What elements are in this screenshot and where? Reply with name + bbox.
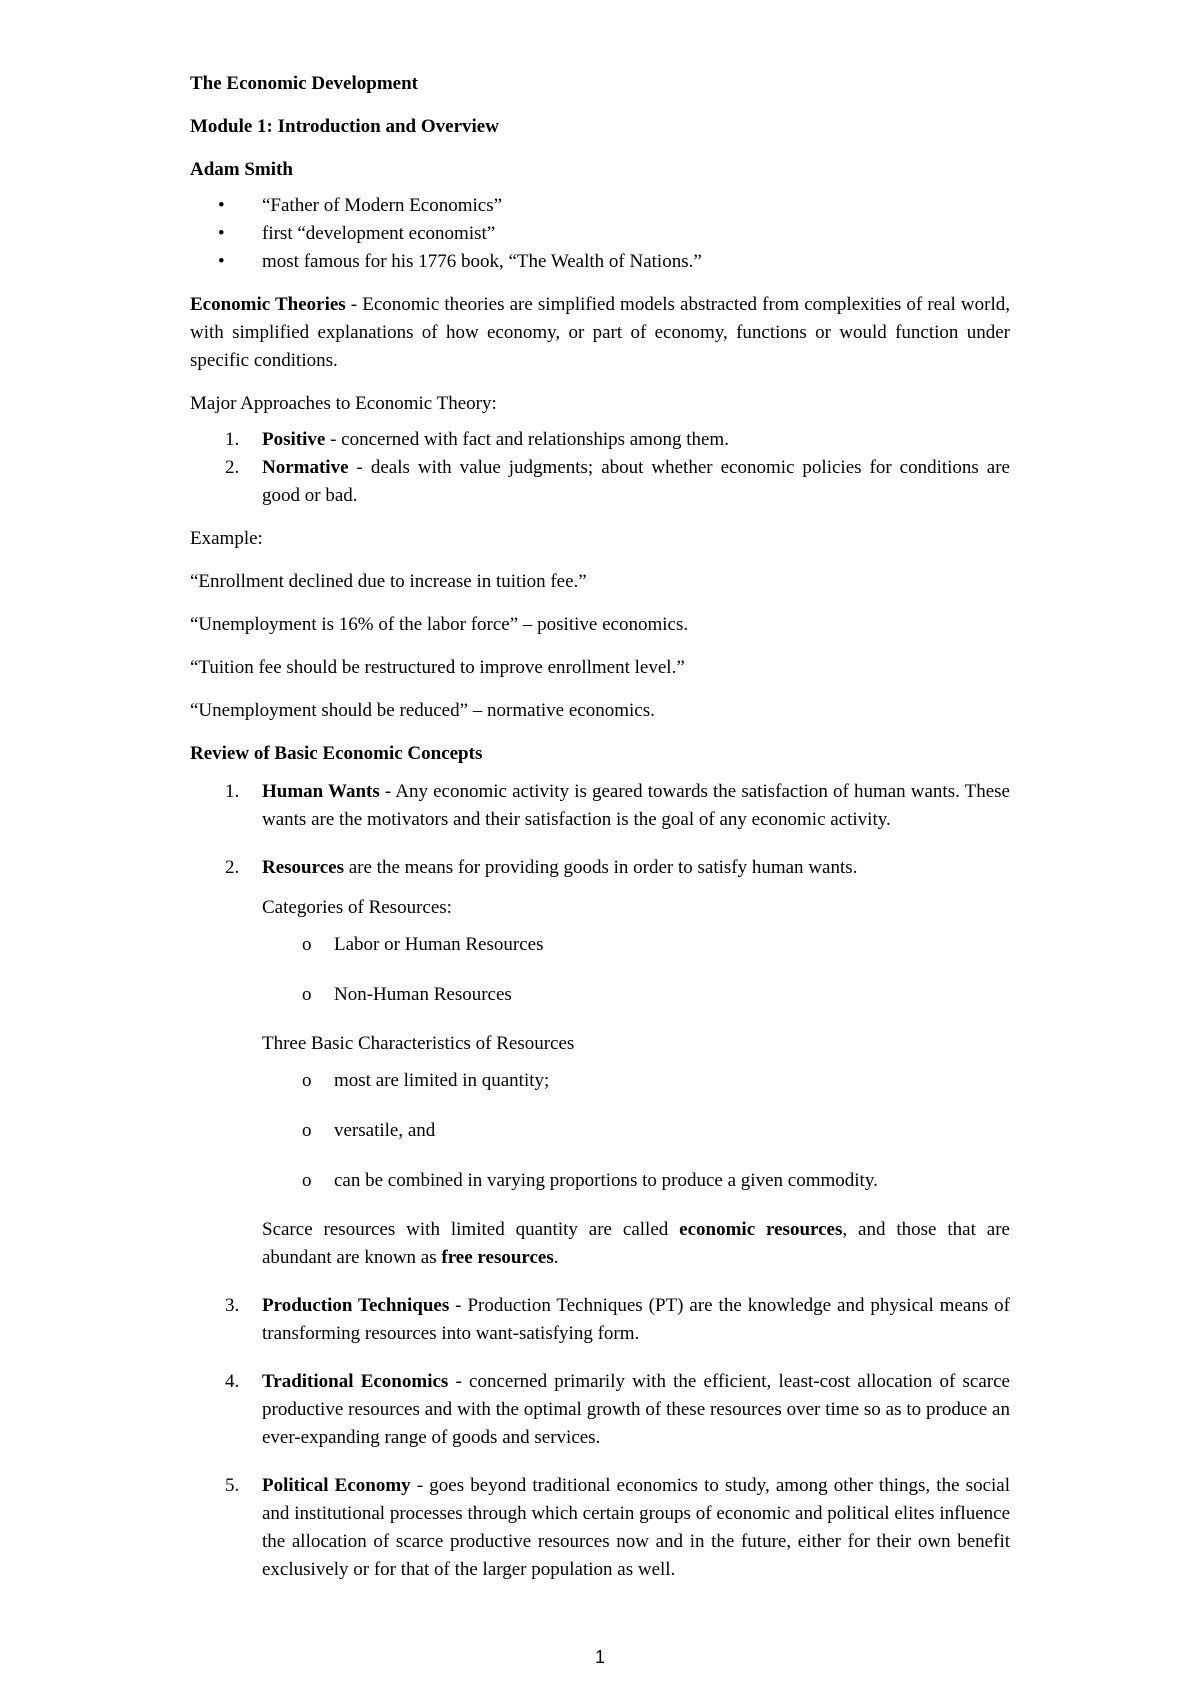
- adam-smith-heading: Adam Smith: [190, 159, 293, 180]
- economic-theories-term: Economic Theories: [190, 294, 346, 315]
- list-item: o Labor or Human Resources: [262, 930, 1010, 960]
- list-item: 1. Positive - concerned with fact and relationships among them.: [225, 429, 729, 450]
- circle-bullet-icon: o: [302, 934, 312, 955]
- example-label: Example:: [190, 528, 263, 549]
- example-line: “Unemployment should be reduced” – normative economics.: [190, 700, 655, 721]
- categories-list: [262, 930, 1010, 1010]
- document-title: The Economic Development: [190, 73, 418, 94]
- categories-label: Categories of Resources:: [262, 897, 452, 918]
- review-heading: Review of Basic Economic Concepts: [190, 743, 483, 764]
- characteristics-label: Three Basic Characteristics of Resources: [262, 1033, 575, 1054]
- list-item: • “Father of Modern Economics”: [190, 192, 1010, 220]
- list-item: 4. Traditional Economics - concerned primarily with the efficient, least-cost allocation of scarce productive resources and with the optimal growth of these resources over time so as to produce an ever-expanding range of goods and services.: [225, 1371, 1010, 1448]
- page-number: 1: [594, 1647, 605, 1667]
- example-line: “Unemployment is 16% of the labor force” – positive economics.: [190, 614, 689, 635]
- list-item: o most are limited in quantity;: [262, 1066, 1010, 1096]
- review-list: [190, 778, 1010, 1584]
- economic-theories-paragraph: Economic Theories - Economic theories are simplified models abstracted from complexities of real world, with simplified explanations of how economy, or part of economy, functions or would function under specific conditions.: [190, 294, 1010, 371]
- circle-bullet-icon: o: [302, 1070, 312, 1091]
- bullet-icon: •: [218, 251, 225, 272]
- list-item: 1. Human Wants - Any economic activity is geared towards the satisfaction of human wants. These wants are the motivators and their satisfaction is the goal of any economic activity.: [225, 781, 1010, 830]
- bullet-icon: •: [218, 195, 225, 216]
- list-item: 3. Production Techniques - Production Techniques (PT) are the knowledge and physical means of transforming resources into want-satisfying form.: [225, 1295, 1010, 1344]
- bullet-icon: •: [218, 223, 225, 244]
- list-item: o can be combined in varying proportions to produce a given commodity.: [262, 1166, 1010, 1196]
- list-item: • most famous for his 1776 book, “The Wealth of Nations.”: [190, 248, 1010, 276]
- approaches-list: [190, 426, 1010, 510]
- adam-smith-bullets: [190, 192, 1010, 276]
- list-item: • first “development economist”: [190, 220, 1010, 248]
- list-item: o versatile, and: [262, 1116, 1010, 1146]
- example-line: “Tuition fee should be restructured to improve enrollment level.”: [190, 657, 685, 678]
- circle-bullet-icon: o: [302, 984, 312, 1005]
- example-line: “Enrollment declined due to increase in tuition fee.”: [190, 571, 587, 592]
- scarce-resources-paragraph: Scarce resources with limited quantity are called economic resources, and those that are abundant are known as free resources.: [262, 1219, 1010, 1268]
- characteristics-list: [262, 1066, 1010, 1196]
- list-item: 2. Resources are the means for providing goods in order to satisfy human wants. Categories of Resources: o Labor or Human Resources o Non-Human Resources Three Basic Characteristics of Resources o most are limited in quantity; o versatile, and o can be combined in varying proportions to produce a given commodity. Scarce resources with limited quantity are called economic resources, and those that are abundant are known as free resources.: [190, 854, 1010, 1272]
- circle-bullet-icon: o: [302, 1170, 312, 1191]
- list-item: o Non-Human Resources: [262, 980, 1010, 1010]
- circle-bullet-icon: o: [302, 1120, 312, 1141]
- approaches-intro: Major Approaches to Economic Theory:: [190, 393, 497, 414]
- module-heading: Module 1: Introduction and Overview: [190, 116, 499, 137]
- list-item: 2. Normative - deals with value judgments; about whether economic policies for conditions are good or bad.: [225, 457, 1010, 506]
- list-item: 5. Political Economy - goes beyond traditional economics to study, among other things, the social and institutional processes through which certain groups of economic and political elites influence the allocation of scarce productive resources now and in the future, either for their own benefit exclusively or for that of the larger population as well.: [225, 1475, 1010, 1580]
